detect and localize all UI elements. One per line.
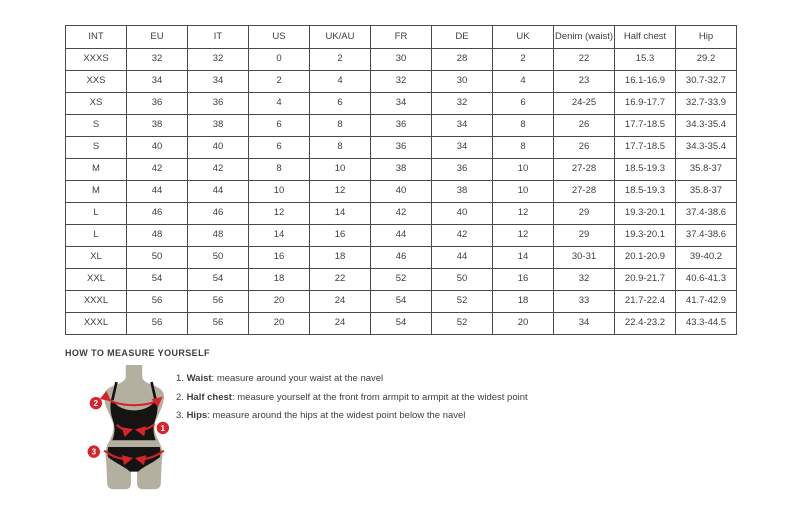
table-cell: 36	[188, 93, 249, 115]
table-cell: 10	[310, 159, 371, 181]
table-cell: 30-31	[554, 247, 615, 269]
table-cell: 52	[432, 291, 493, 313]
table-cell: 43.3-44.5	[676, 313, 737, 335]
table-cell: 56	[188, 291, 249, 313]
table-cell: 4	[249, 93, 310, 115]
table-row	[66, 71, 737, 93]
table-cell: 35.8-37	[676, 159, 737, 181]
table-cell: XXS	[66, 71, 127, 93]
table-cell: L	[66, 203, 127, 225]
table-cell: 4	[493, 71, 554, 93]
table-cell: 36	[371, 137, 432, 159]
table-cell: 38	[432, 181, 493, 203]
table-cell: 16	[310, 225, 371, 247]
table-cell: 52	[432, 313, 493, 335]
column-header: Denim (waist)	[554, 26, 615, 49]
table-cell: 32	[188, 49, 249, 71]
table-row	[66, 291, 737, 313]
table-cell: 34.3-35.4	[676, 115, 737, 137]
table-cell: 14	[249, 225, 310, 247]
table-cell: 18	[249, 269, 310, 291]
table-cell: 32.7-33.9	[676, 93, 737, 115]
table-cell: 40	[127, 137, 188, 159]
table-cell: 16.9-17.7	[615, 93, 676, 115]
table-cell: 14	[493, 247, 554, 269]
table-cell: 48	[127, 225, 188, 247]
table-cell: 24	[310, 291, 371, 313]
step-number: 1.	[176, 373, 187, 384]
table-cell: 18	[310, 247, 371, 269]
table-cell: 54	[371, 291, 432, 313]
table-cell: 46	[188, 203, 249, 225]
table-cell: 42	[371, 203, 432, 225]
table-row	[66, 49, 737, 71]
table-cell: 14	[310, 203, 371, 225]
column-header: FR	[371, 26, 432, 49]
table-cell: 32	[554, 269, 615, 291]
table-cell: 40	[432, 203, 493, 225]
table-cell: 18.5-19.3	[615, 159, 676, 181]
table-cell: 29	[554, 225, 615, 247]
table-cell: 29	[554, 203, 615, 225]
step-number: 3.	[176, 410, 187, 421]
step-text: : measure around the hips at the widest point below the navel	[207, 410, 466, 421]
table-cell: 41.7-42.9	[676, 291, 737, 313]
table-cell: 8	[310, 115, 371, 137]
table-cell: 27-28	[554, 181, 615, 203]
size-chart-body	[66, 49, 737, 335]
table-cell: 38	[127, 115, 188, 137]
column-header: EU	[127, 26, 188, 49]
table-cell: XL	[66, 247, 127, 269]
table-cell: 30.7-32.7	[676, 71, 737, 93]
measure-steps	[176, 373, 528, 429]
chest-marker-badge	[90, 397, 102, 409]
table-cell: 54	[188, 269, 249, 291]
step-text: : measure around your waist at the navel	[211, 373, 384, 384]
hips-marker-number: 3	[91, 447, 97, 457]
table-cell: 12	[310, 181, 371, 203]
table-cell: 54	[127, 269, 188, 291]
table-cell: L	[66, 225, 127, 247]
table-cell: 8	[249, 159, 310, 181]
table-cell: 18.5-19.3	[615, 181, 676, 203]
table-cell: 37.4-38.6	[676, 225, 737, 247]
table-cell: S	[66, 115, 127, 137]
table-row	[66, 225, 737, 247]
table-cell: 8	[310, 137, 371, 159]
size-chart-header-row	[66, 26, 737, 49]
column-header: INT	[66, 26, 127, 49]
table-cell: XXXL	[66, 313, 127, 335]
table-cell: 27-28	[554, 159, 615, 181]
measurement-figure	[82, 365, 186, 499]
table-cell: 20	[249, 291, 310, 313]
table-cell: 50	[432, 269, 493, 291]
table-cell: 34	[554, 313, 615, 335]
table-row	[66, 115, 737, 137]
table-cell: S	[66, 137, 127, 159]
column-header: Half chest	[615, 26, 676, 49]
table-cell: 42	[432, 225, 493, 247]
table-row	[66, 203, 737, 225]
table-cell: 23	[554, 71, 615, 93]
table-cell: 34	[188, 71, 249, 93]
table-cell: 44	[432, 247, 493, 269]
column-header: Hip	[676, 26, 737, 49]
table-cell: 32	[127, 49, 188, 71]
table-cell: 30	[432, 71, 493, 93]
size-chart-table	[65, 25, 737, 335]
table-cell: 10	[493, 159, 554, 181]
table-cell: 52	[371, 269, 432, 291]
table-row	[66, 137, 737, 159]
table-row	[66, 93, 737, 115]
hips-marker-badge	[88, 445, 100, 457]
table-cell: 17.7-18.5	[615, 137, 676, 159]
table-cell: 34	[432, 115, 493, 137]
table-cell: 20.9-21.7	[615, 269, 676, 291]
table-cell: XS	[66, 93, 127, 115]
table-cell: 22.4-23.2	[615, 313, 676, 335]
table-cell: 17.7-18.5	[615, 115, 676, 137]
column-header: IT	[188, 26, 249, 49]
table-cell: 38	[371, 159, 432, 181]
table-cell: XXL	[66, 269, 127, 291]
table-cell: 20	[249, 313, 310, 335]
table-cell: 26	[554, 115, 615, 137]
table-cell: 8	[493, 137, 554, 159]
table-cell: 18	[493, 291, 554, 313]
table-cell: 44	[127, 181, 188, 203]
table-cell: 35.8-37	[676, 181, 737, 203]
table-cell: 12	[493, 203, 554, 225]
table-cell: 0	[249, 49, 310, 71]
table-cell: 40	[188, 137, 249, 159]
table-cell: 6	[310, 93, 371, 115]
table-cell: 26	[554, 137, 615, 159]
table-cell: 6	[249, 137, 310, 159]
waist-marker-number: 1	[160, 423, 166, 433]
size-chart-head	[66, 26, 737, 49]
table-cell: 20.1-20.9	[615, 247, 676, 269]
step-label: Hips	[186, 410, 208, 421]
table-cell: 54	[371, 313, 432, 335]
table-cell: 32	[371, 71, 432, 93]
column-header: UK	[493, 26, 554, 49]
table-cell: 42	[127, 159, 188, 181]
table-row	[66, 181, 737, 203]
table-row	[66, 269, 737, 291]
table-cell: 10	[493, 181, 554, 203]
table-cell: XXXS	[66, 49, 127, 71]
table-cell: 32	[432, 93, 493, 115]
table-cell: 24	[310, 313, 371, 335]
mannequin-illustration	[82, 365, 186, 499]
table-row	[66, 313, 737, 335]
table-cell: 42	[188, 159, 249, 181]
table-cell: 34.3-35.4	[676, 137, 737, 159]
table-cell: M	[66, 159, 127, 181]
measure-step	[176, 392, 528, 403]
table-cell: 2	[310, 49, 371, 71]
table-cell: 34	[127, 71, 188, 93]
table-cell: 29.2	[676, 49, 737, 71]
step-text: : measure yourself at the front from armpit to armpit at the widest point	[231, 391, 528, 403]
measure-step	[176, 410, 528, 421]
table-cell: 15.3	[615, 49, 676, 71]
table-row	[66, 159, 737, 181]
table-cell: 36	[432, 159, 493, 181]
table-cell: 19.3-20.1	[615, 203, 676, 225]
table-cell: 50	[127, 247, 188, 269]
table-cell: XXXL	[66, 291, 127, 313]
table-cell: 22	[554, 49, 615, 71]
table-cell: 36	[127, 93, 188, 115]
table-cell: 34	[371, 93, 432, 115]
table-cell: 21.7-22.4	[615, 291, 676, 313]
step-label: Waist	[186, 373, 212, 384]
table-cell: 24-25	[554, 93, 615, 115]
table-cell: 56	[127, 291, 188, 313]
table-cell: 48	[188, 225, 249, 247]
table-cell: 40	[371, 181, 432, 203]
table-cell: 6	[249, 115, 310, 137]
table-cell: 19.3-20.1	[615, 225, 676, 247]
table-cell: 12	[493, 225, 554, 247]
measure-section-title: HOW TO MEASURE YOURSELF	[65, 348, 210, 358]
column-header: US	[249, 26, 310, 49]
table-cell: 16	[493, 269, 554, 291]
chest-marker-number: 2	[93, 399, 99, 409]
column-header: DE	[432, 26, 493, 49]
table-cell: 34	[432, 137, 493, 159]
waist-marker-badge	[157, 422, 169, 434]
table-cell: 56	[188, 313, 249, 335]
measure-step	[176, 373, 528, 384]
table-row	[66, 247, 737, 269]
table-cell: 22	[310, 269, 371, 291]
table-cell: 20	[493, 313, 554, 335]
step-number: 2.	[176, 391, 187, 403]
table-cell: 44	[371, 225, 432, 247]
table-cell: 4	[310, 71, 371, 93]
table-cell: 16.1-16.9	[615, 71, 676, 93]
table-cell: 44	[188, 181, 249, 203]
table-cell: 28	[432, 49, 493, 71]
table-cell: 39-40.2	[676, 247, 737, 269]
table-cell: 8	[493, 115, 554, 137]
table-cell: 40.6-41.3	[676, 269, 737, 291]
table-cell: 46	[371, 247, 432, 269]
table-cell: 10	[249, 181, 310, 203]
table-cell: 6	[493, 93, 554, 115]
table-cell: 38	[188, 115, 249, 137]
table-cell: 37.4-38.6	[676, 203, 737, 225]
table-cell: 33	[554, 291, 615, 313]
step-label: Half chest	[186, 391, 232, 403]
table-cell: 56	[127, 313, 188, 335]
table-cell: 12	[249, 203, 310, 225]
table-cell: 30	[371, 49, 432, 71]
table-cell: 16	[249, 247, 310, 269]
table-cell: 36	[371, 115, 432, 137]
table-cell: M	[66, 181, 127, 203]
table-cell: 2	[493, 49, 554, 71]
table-cell: 50	[188, 247, 249, 269]
column-header: UK/AU	[310, 26, 371, 49]
table-cell: 2	[249, 71, 310, 93]
table-cell: 46	[127, 203, 188, 225]
